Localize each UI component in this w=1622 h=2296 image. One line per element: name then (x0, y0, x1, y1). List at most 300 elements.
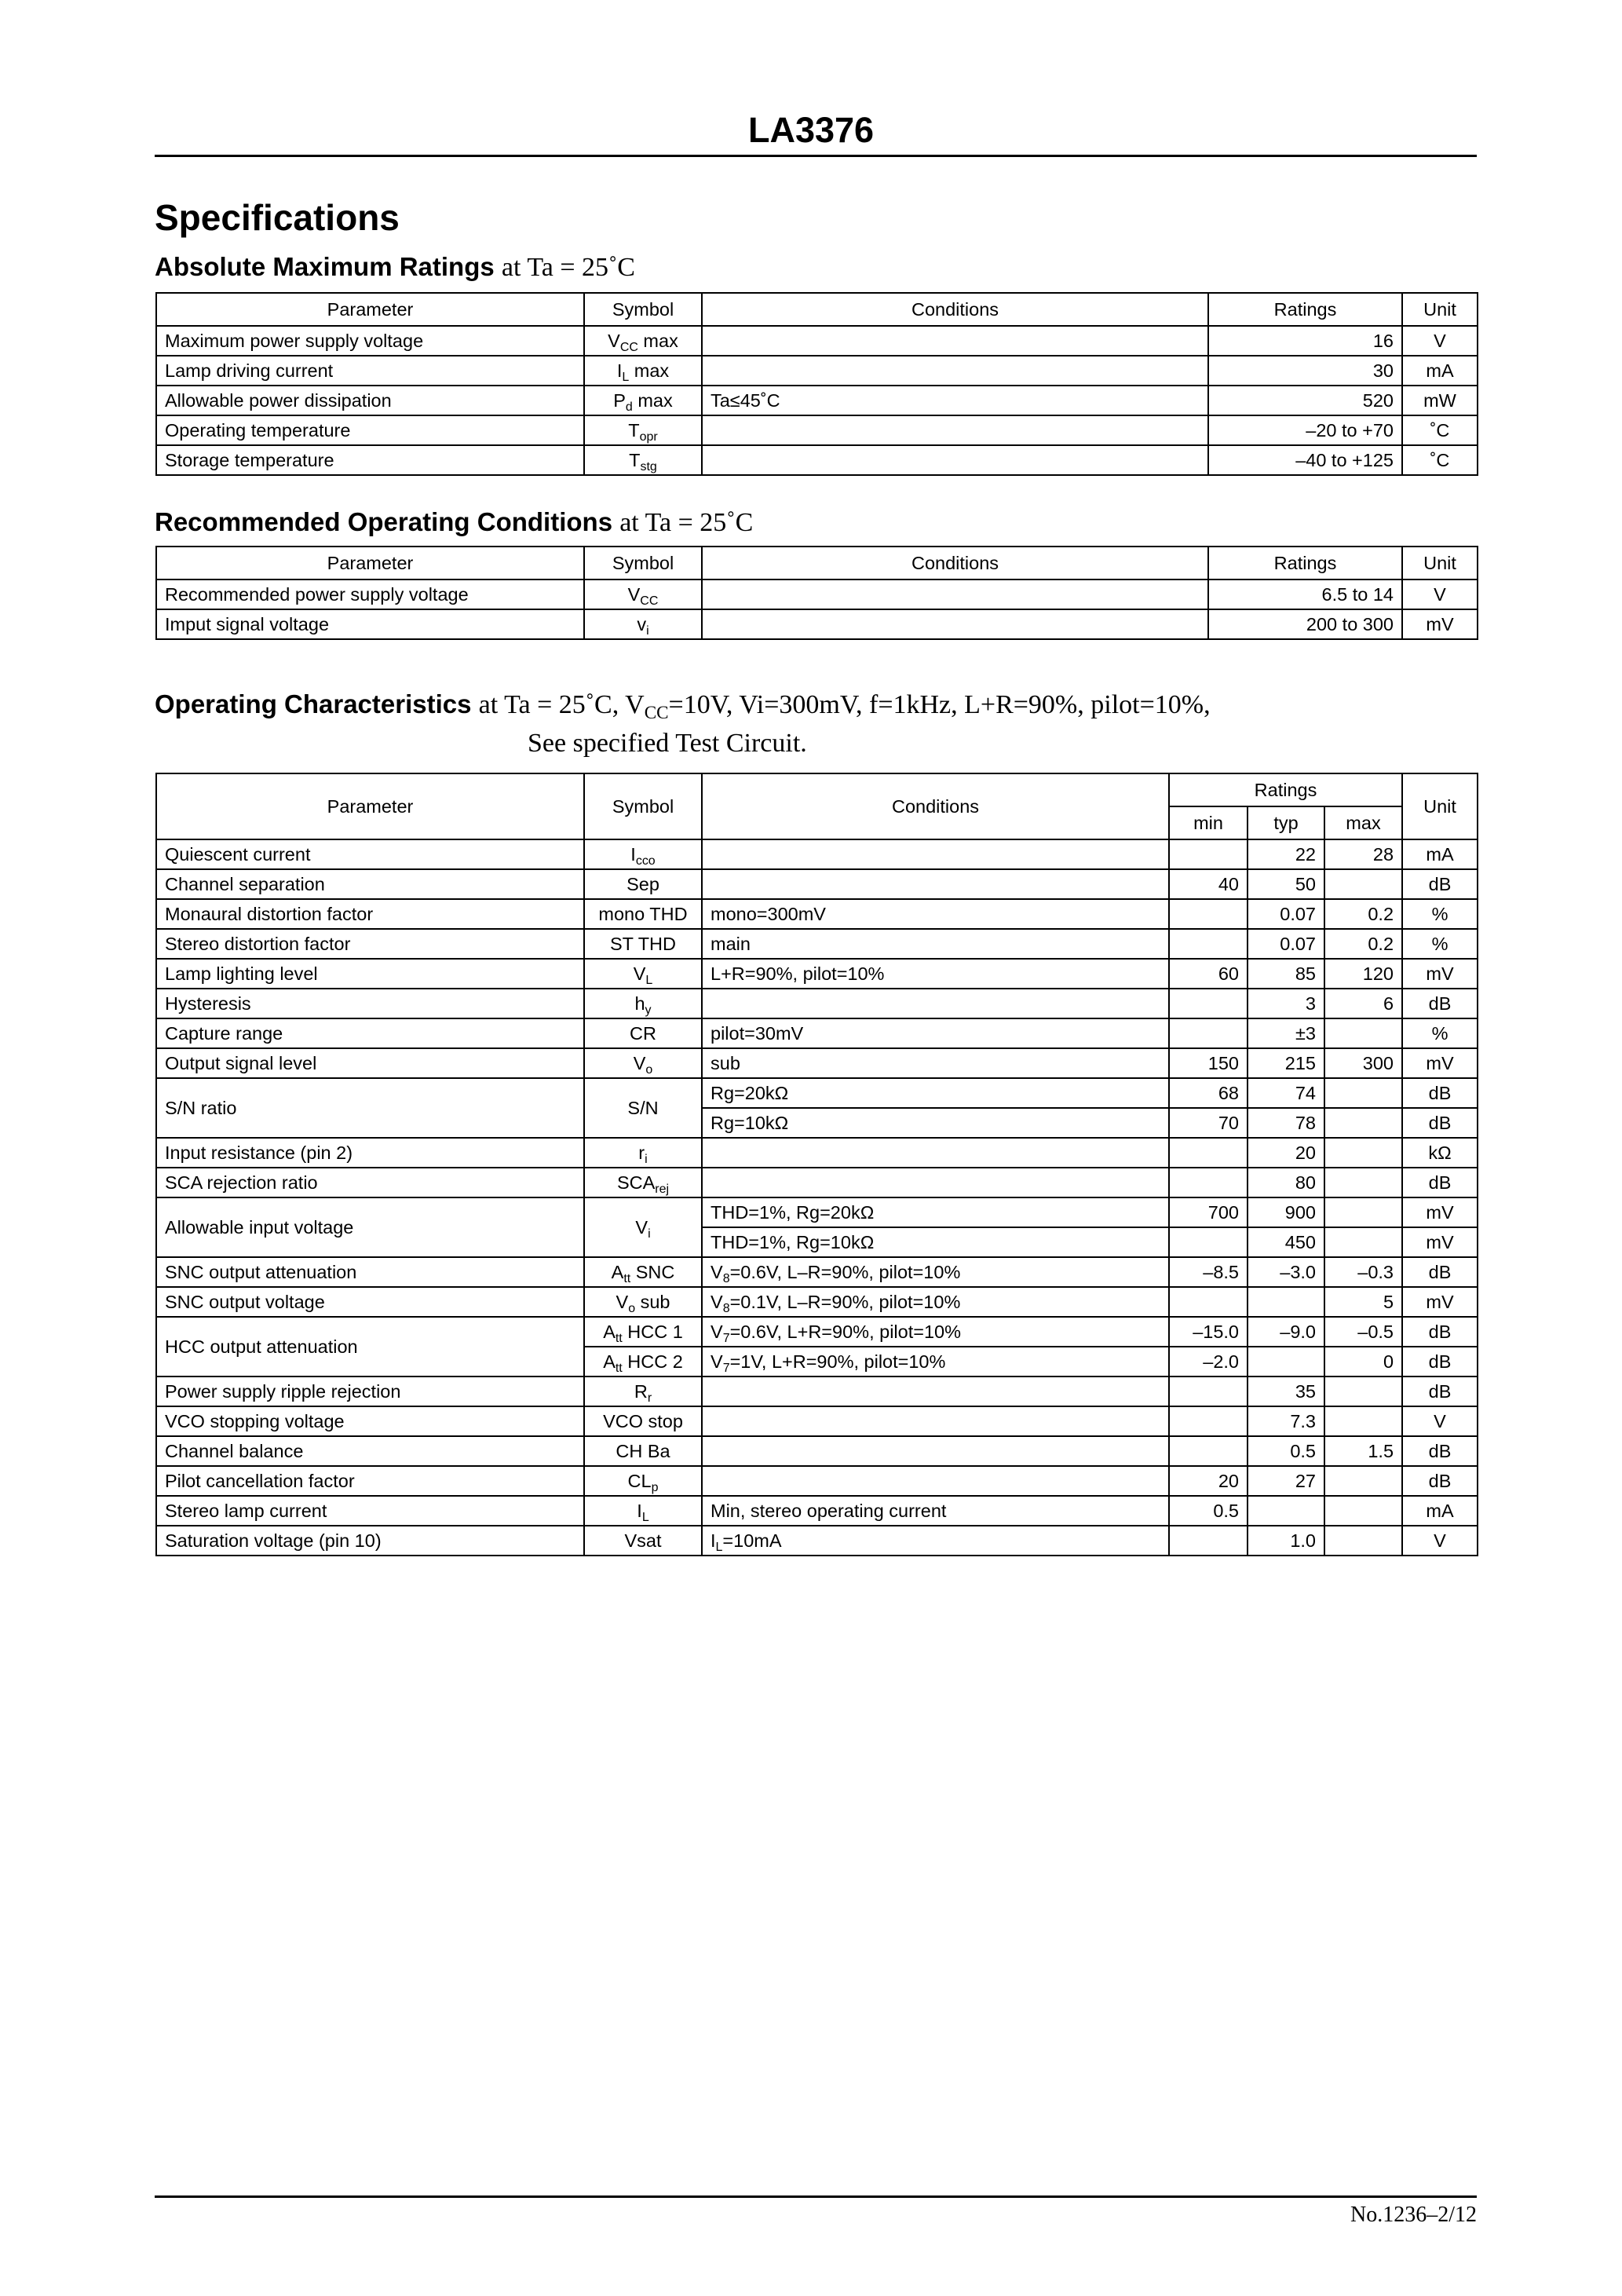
symbol-cell (584, 415, 702, 445)
col-symbol: Symbol (584, 293, 702, 326)
max-cell (1324, 1406, 1402, 1436)
symbol-subscript: CC (619, 340, 638, 354)
min-cell: 0.5 (1169, 1496, 1248, 1526)
unit-cell: ˚C (1402, 415, 1478, 445)
table-row (156, 1257, 1478, 1287)
symbol-base: Vsat (624, 1530, 662, 1551)
rating-cell: 16 (1208, 326, 1402, 356)
typ-cell: 0.5 (1248, 1436, 1324, 1466)
condition-text: Rg=20kΩ (711, 1083, 789, 1103)
condition-text: =0.6V, L+R=90%, pilot=10% (729, 1322, 961, 1342)
symbol-suffix: max (632, 390, 673, 411)
conditions-cell (702, 609, 1208, 639)
min-cell: 40 (1169, 869, 1248, 899)
min-cell (1169, 989, 1248, 1018)
symbol-cell (584, 989, 702, 1018)
operating-condition-prefix: at Ta = 25˚C, V (478, 690, 645, 719)
table-row (156, 899, 1478, 929)
min-cell: –8.5 (1169, 1257, 1248, 1287)
parameter-cell: SNC output attenuation (156, 1257, 584, 1287)
rating-cell: 30 (1208, 356, 1402, 386)
parameter-cell: Lamp lighting level (156, 959, 584, 989)
condition-subscript: 7 (722, 1331, 730, 1345)
condition-subscript: 8 (722, 1271, 730, 1285)
symbol-base: Sep (627, 874, 659, 894)
absolute-max-heading (155, 251, 635, 283)
table-row (156, 609, 1478, 639)
col-conditions: Conditions (702, 547, 1208, 579)
symbol-cell (584, 1078, 702, 1138)
condition-var: I (711, 1530, 716, 1551)
table-header-row (156, 547, 1478, 579)
min-cell (1169, 1138, 1248, 1168)
unit-cell: dB (1402, 1257, 1478, 1287)
col-unit: Unit (1402, 547, 1478, 579)
table-header-row (156, 293, 1478, 326)
unit-cell: ˚C (1402, 445, 1478, 475)
symbol-cell (584, 579, 702, 609)
unit-cell: V (1402, 579, 1478, 609)
max-cell: 0 (1324, 1347, 1402, 1377)
unit-cell: dB (1402, 989, 1478, 1018)
typ-cell: –9.0 (1248, 1317, 1324, 1347)
table-row (156, 1466, 1478, 1496)
typ-cell (1248, 1287, 1324, 1317)
rating-cell: –40 to +125 (1208, 445, 1402, 475)
symbol-base: A (611, 1262, 624, 1282)
max-cell: 5 (1324, 1287, 1402, 1317)
recommended-condition: at Ta = 25˚C (619, 508, 754, 537)
conditions-cell (702, 1018, 1169, 1048)
condition-var: V (711, 1322, 723, 1342)
symbol-cell (584, 609, 702, 639)
symbol-subscript: tt (615, 1361, 623, 1375)
max-cell: 0.2 (1324, 929, 1402, 959)
symbol-cell (584, 959, 702, 989)
max-cell (1324, 1168, 1402, 1197)
conditions-cell (702, 899, 1169, 929)
col-unit: Unit (1402, 293, 1478, 326)
conditions-cell (702, 1227, 1169, 1257)
symbol-subscript: y (645, 1003, 652, 1017)
col-typ: typ (1248, 806, 1324, 839)
parameter-cell: SNC output voltage (156, 1287, 584, 1317)
symbol-cell (584, 1197, 702, 1257)
conditions-cell (702, 1287, 1169, 1317)
typ-cell: 450 (1248, 1227, 1324, 1257)
condition-text: =0.1V, L–R=90%, pilot=10% (729, 1292, 961, 1312)
min-cell: –2.0 (1169, 1347, 1248, 1377)
symbol-base: V (616, 1292, 629, 1312)
min-cell (1169, 1406, 1248, 1436)
condition-text: Rg=10kΩ (711, 1113, 789, 1133)
symbol-cell (584, 1466, 702, 1496)
unit-cell: dB (1402, 1436, 1478, 1466)
parameter-cell: Power supply ripple rejection (156, 1377, 584, 1406)
document-title: LA3376 (747, 110, 875, 150)
symbol-subscript: rej (655, 1182, 670, 1196)
max-cell (1324, 1227, 1402, 1257)
typ-cell: 80 (1248, 1168, 1324, 1197)
condition-text: sub (711, 1053, 740, 1073)
min-cell (1169, 899, 1248, 929)
conditions-cell (702, 579, 1208, 609)
typ-cell: 215 (1248, 1048, 1324, 1078)
condition-text: L+R=90%, pilot=10% (711, 963, 885, 984)
condition-text: main (711, 934, 751, 954)
unit-cell: dB (1402, 1347, 1478, 1377)
conditions-cell (702, 1347, 1169, 1377)
symbol-base: h (634, 993, 645, 1014)
conditions-cell (702, 1526, 1169, 1556)
max-cell (1324, 1377, 1402, 1406)
conditions-cell (702, 989, 1169, 1018)
symbol-base: T (629, 450, 641, 470)
parameter-cell: Allowable input voltage (156, 1197, 584, 1257)
max-cell: –0.5 (1324, 1317, 1402, 1347)
operating-condition-sub: CC (644, 702, 669, 723)
table-row (156, 1048, 1478, 1078)
symbol-cell (584, 1347, 702, 1377)
min-cell: 68 (1169, 1078, 1248, 1108)
min-cell (1169, 1436, 1248, 1466)
parameter-cell: Lamp driving current (156, 356, 584, 386)
operating-heading (155, 689, 1211, 721)
parameter-cell: Saturation voltage (pin 10) (156, 1526, 584, 1556)
max-cell (1324, 1138, 1402, 1168)
condition-text: mono=300mV (711, 904, 826, 924)
table-header-row (156, 773, 1478, 806)
absolute-max-table (155, 292, 1478, 476)
unit-cell: % (1402, 929, 1478, 959)
symbol-cell (584, 869, 702, 899)
unit-cell: dB (1402, 1078, 1478, 1108)
conditions-cell (702, 1377, 1169, 1406)
symbol-subscript: p (651, 1480, 659, 1494)
condition-text: =10mA (722, 1530, 782, 1551)
symbol-subscript: L (622, 370, 630, 384)
symbol-base: V (633, 963, 646, 984)
col-max: max (1324, 806, 1402, 839)
symbol-suffix: max (629, 360, 670, 381)
max-cell: 28 (1324, 839, 1402, 869)
symbol-base: V (633, 1053, 646, 1073)
table-row (156, 579, 1478, 609)
symbol-base: CH Ba (616, 1441, 670, 1461)
typ-cell: –3.0 (1248, 1257, 1324, 1287)
table-row (156, 326, 1478, 356)
symbol-subscript: i (648, 1227, 651, 1241)
table-row (156, 1406, 1478, 1436)
unit-cell: V (1402, 1526, 1478, 1556)
condition-var: V (711, 1292, 723, 1312)
table-row (156, 1138, 1478, 1168)
parameter-cell: Input resistance (pin 2) (156, 1138, 584, 1168)
unit-cell: V (1402, 1406, 1478, 1436)
symbol-base: A (603, 1322, 616, 1342)
col-conditions: Conditions (702, 293, 1208, 326)
conditions-cell (702, 415, 1208, 445)
typ-cell: ±3 (1248, 1018, 1324, 1048)
unit-cell: % (1402, 1018, 1478, 1048)
symbol-base: mono THD (598, 904, 688, 924)
unit-cell: dB (1402, 1168, 1478, 1197)
parameter-cell: Imput signal voltage (156, 609, 584, 639)
symbol-cell (584, 356, 702, 386)
typ-cell: 0.07 (1248, 929, 1324, 959)
table-row (156, 1317, 1478, 1347)
typ-cell: 50 (1248, 869, 1324, 899)
operating-table (155, 773, 1478, 1556)
parameter-cell: VCO stopping voltage (156, 1406, 584, 1436)
absolute-max-condition: at Ta = 25˚C (501, 253, 635, 282)
absolute-max-rows (156, 326, 1478, 475)
typ-cell: 3 (1248, 989, 1324, 1018)
unit-cell: dB (1402, 1466, 1478, 1496)
unit-cell: mV (1402, 959, 1478, 989)
unit-cell: mA (1402, 839, 1478, 869)
condition-subscript: L (715, 1540, 723, 1554)
rating-cell: 6.5 to 14 (1208, 579, 1402, 609)
symbol-cell (584, 1287, 702, 1317)
symbol-subscript: o (645, 1062, 653, 1077)
operating-condition-line2: See specified Test Circuit. (528, 729, 807, 758)
table-row (156, 1436, 1478, 1466)
parameter-cell: Operating temperature (156, 415, 584, 445)
min-cell (1169, 1287, 1248, 1317)
max-cell (1324, 1466, 1402, 1496)
typ-cell: 74 (1248, 1078, 1324, 1108)
recommended-rows (156, 579, 1478, 639)
min-cell: 20 (1169, 1466, 1248, 1496)
condition-text: =1V, L+R=90%, pilot=10% (729, 1351, 946, 1372)
typ-cell (1248, 1347, 1324, 1377)
table-row (156, 386, 1478, 415)
unit-cell: mV (1402, 1227, 1478, 1257)
col-symbol: Symbol (584, 773, 702, 839)
symbol-cell (584, 1526, 702, 1556)
symbol-cell (584, 386, 702, 415)
symbol-cell (584, 1168, 702, 1197)
max-cell: –0.3 (1324, 1257, 1402, 1287)
min-cell: 700 (1169, 1197, 1248, 1227)
parameter-cell: Recommended power supply voltage (156, 579, 584, 609)
symbol-suffix: SNC (630, 1262, 675, 1282)
condition-text: Ta≤45˚C (711, 390, 780, 411)
min-cell (1169, 1018, 1248, 1048)
typ-cell: 78 (1248, 1108, 1324, 1138)
typ-cell: 22 (1248, 839, 1324, 869)
table-row (156, 1377, 1478, 1406)
table-row (156, 1526, 1478, 1556)
condition-text: THD=1%, Rg=10kΩ (711, 1232, 875, 1252)
typ-cell: 20 (1248, 1138, 1324, 1168)
conditions-cell (702, 959, 1169, 989)
max-cell (1324, 1496, 1402, 1526)
symbol-base: ST THD (609, 934, 676, 954)
min-cell (1169, 1526, 1248, 1556)
table-row (156, 1496, 1478, 1526)
conditions-cell (702, 326, 1208, 356)
symbol-base: I (630, 844, 636, 865)
max-cell (1324, 1197, 1402, 1227)
col-ratings: Ratings (1208, 293, 1402, 326)
parameter-cell: Pilot cancellation factor (156, 1466, 584, 1496)
max-cell (1324, 1018, 1402, 1048)
max-cell: 0.2 (1324, 899, 1402, 929)
symbol-cell (584, 899, 702, 929)
condition-subscript: 7 (722, 1361, 730, 1375)
symbol-cell (584, 1138, 702, 1168)
min-cell (1169, 839, 1248, 869)
symbol-base: SCA (616, 1172, 656, 1193)
min-cell (1169, 1168, 1248, 1197)
symbol-cell (584, 1048, 702, 1078)
min-cell: 70 (1169, 1108, 1248, 1138)
conditions-cell (702, 1078, 1169, 1108)
unit-cell: mV (1402, 1197, 1478, 1227)
conditions-cell (702, 1138, 1169, 1168)
symbol-cell (584, 839, 702, 869)
conditions-cell (702, 1108, 1169, 1138)
col-parameter: Parameter (156, 547, 584, 579)
symbol-subscript: L (645, 973, 653, 987)
operating-rows (156, 839, 1478, 1556)
table-row (156, 1168, 1478, 1197)
typ-cell (1248, 1496, 1324, 1526)
symbol-subscript: d (625, 400, 633, 414)
symbol-subscript: CC (640, 594, 659, 608)
max-cell: 6 (1324, 989, 1402, 1018)
unit-cell: dB (1402, 1377, 1478, 1406)
operating-condition-suffix: =10V, Vi=300mV, f=1kHz, L+R=90%, pilot=10%, (668, 690, 1211, 719)
col-parameter: Parameter (156, 293, 584, 326)
symbol-cell (584, 1436, 702, 1466)
symbol-base: A (603, 1351, 616, 1372)
parameter-cell: Output signal level (156, 1048, 584, 1078)
unit-cell: mV (1402, 609, 1478, 639)
max-cell: 1.5 (1324, 1436, 1402, 1466)
specifications-heading: Specifications (155, 197, 400, 238)
unit-cell: mV (1402, 1287, 1478, 1317)
symbol-base: I (616, 360, 623, 381)
parameter-cell: Channel balance (156, 1436, 584, 1466)
symbol-base: CR (630, 1023, 656, 1044)
symbol-subscript: i (646, 623, 649, 638)
table-row (156, 869, 1478, 899)
symbol-subscript: o (628, 1301, 636, 1315)
table-row (156, 1078, 1478, 1108)
conditions-cell (702, 869, 1169, 899)
unit-cell: dB (1402, 869, 1478, 899)
symbol-base: V (627, 584, 641, 605)
condition-text: pilot=30mV (711, 1023, 804, 1044)
parameter-cell: Stereo distortion factor (156, 929, 584, 959)
symbol-suffix: HCC 1 (622, 1322, 683, 1342)
table-row (156, 839, 1478, 869)
typ-cell: 7.3 (1248, 1406, 1324, 1436)
unit-cell: dB (1402, 1108, 1478, 1138)
conditions-cell (702, 929, 1169, 959)
unit-cell: mW (1402, 386, 1478, 415)
symbol-base: S/N (627, 1098, 659, 1118)
col-ratings: Ratings (1169, 773, 1402, 806)
symbol-base: v (637, 614, 647, 634)
max-cell (1324, 869, 1402, 899)
table-row (156, 1287, 1478, 1317)
parameter-cell: Hysteresis (156, 989, 584, 1018)
parameter-cell: Maximum power supply voltage (156, 326, 584, 356)
typ-cell: 1.0 (1248, 1526, 1324, 1556)
typ-cell: 27 (1248, 1466, 1324, 1496)
recommended-title: Recommended Operating Conditions (155, 507, 613, 536)
symbol-base: P (613, 390, 626, 411)
col-unit: Unit (1402, 773, 1478, 839)
max-cell: 120 (1324, 959, 1402, 989)
parameter-cell: Stereo lamp current (156, 1496, 584, 1526)
unit-cell: mA (1402, 1496, 1478, 1526)
conditions-cell (702, 839, 1169, 869)
col-parameter: Parameter (156, 773, 584, 839)
typ-cell: 35 (1248, 1377, 1324, 1406)
min-cell: –15.0 (1169, 1317, 1248, 1347)
condition-text: THD=1%, Rg=20kΩ (711, 1202, 875, 1223)
symbol-cell (584, 1496, 702, 1526)
header-rule (155, 155, 1477, 157)
max-cell (1324, 1108, 1402, 1138)
unit-cell: kΩ (1402, 1138, 1478, 1168)
absolute-max-title: Absolute Maximum Ratings (155, 252, 495, 281)
recommended-table (155, 546, 1478, 640)
parameter-cell: S/N ratio (156, 1078, 584, 1138)
symbol-subscript: cco (635, 854, 656, 868)
conditions-cell (702, 1317, 1169, 1347)
parameter-cell: Allowable power dissipation (156, 386, 584, 415)
conditions-cell (702, 1168, 1169, 1197)
condition-text: Min, stereo operating current (711, 1501, 947, 1521)
col-symbol: Symbol (584, 547, 702, 579)
conditions-cell (702, 386, 1208, 415)
col-conditions: Conditions (702, 773, 1169, 839)
symbol-suffix: max (637, 331, 678, 351)
symbol-subscript: L (641, 1510, 649, 1524)
typ-cell: 85 (1248, 959, 1324, 989)
conditions-cell (702, 1406, 1169, 1436)
parameter-cell: Channel separation (156, 869, 584, 899)
symbol-base: VCO stop (603, 1411, 683, 1431)
conditions-cell (702, 1436, 1169, 1466)
symbol-base: CL (627, 1471, 652, 1491)
conditions-cell (702, 356, 1208, 386)
condition-text: =0.6V, L–R=90%, pilot=10% (729, 1262, 961, 1282)
symbol-suffix: sub (635, 1292, 670, 1312)
min-cell: 60 (1169, 959, 1248, 989)
symbol-cell (584, 929, 702, 959)
condition-var: V (711, 1262, 723, 1282)
symbol-subscript: tt (615, 1331, 623, 1345)
parameter-cell: Monaural distortion factor (156, 899, 584, 929)
symbol-cell (584, 1377, 702, 1406)
conditions-cell (702, 1496, 1169, 1526)
table-row (156, 445, 1478, 475)
conditions-cell (702, 1197, 1169, 1227)
symbol-subscript: opr (639, 430, 658, 444)
max-cell (1324, 1078, 1402, 1108)
max-cell: 300 (1324, 1048, 1402, 1078)
min-cell (1169, 929, 1248, 959)
condition-subscript: 8 (722, 1301, 730, 1315)
symbol-subscript: r (647, 1391, 652, 1405)
